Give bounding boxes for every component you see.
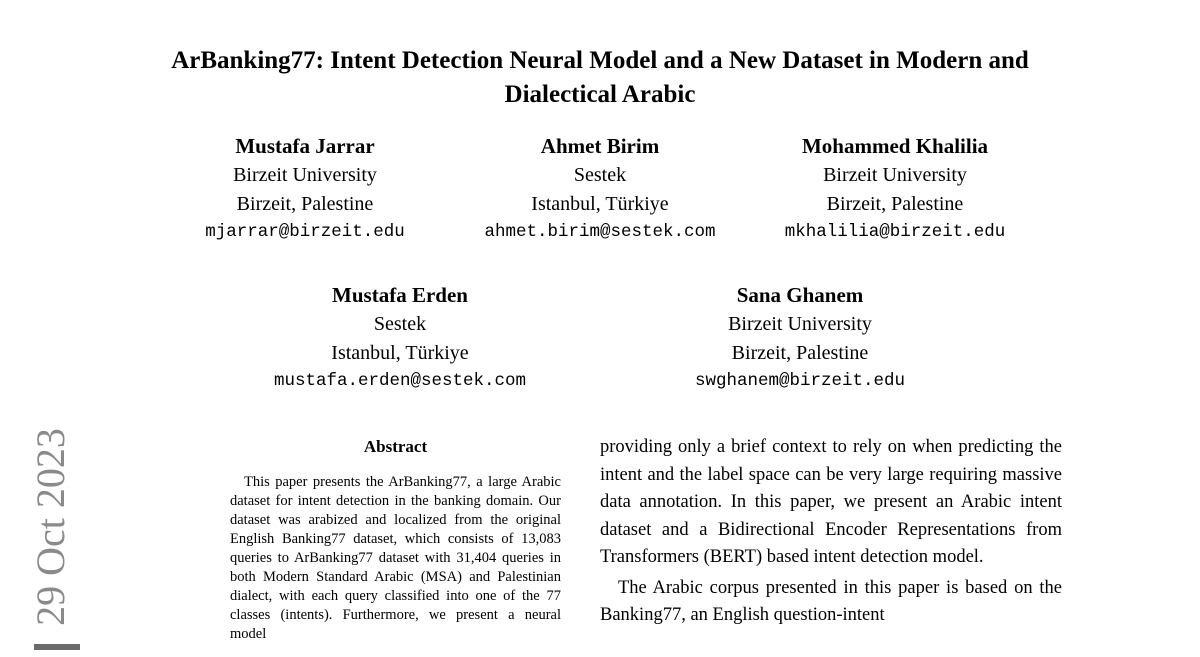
author-affiliation: Birzeit University (823, 164, 967, 186)
author-email: mkhalilia@birzeit.edu (784, 222, 1006, 242)
right-column (600, 434, 1062, 630)
arxiv-date-watermark: 29 Oct 2023 (28, 428, 73, 626)
abstract-text: This paper presents the ArBanking77, a large Arabic dataset for intent detection in the banking domain. Our dataset was arabized and localized from the original English Banking77 dataset, which consists of 13,083 queries to ArBanking77 dataset with 31,404 queries in both Modern Standard Arabic (MSA) and Palestinian dialect, with each query classified into one of the 77 classes (intents). Furthermore, we present a neural model (230, 474, 561, 642)
authors-row-1 (0, 132, 1200, 247)
author-location: Istanbul, Türkiye (331, 341, 469, 364)
author-name: Sana Ghanem (736, 283, 864, 307)
author-block-jarrar (158, 132, 453, 247)
left-column (230, 437, 561, 644)
author-block-ghanem (653, 281, 948, 396)
authors-row-2 (0, 281, 1200, 396)
author-name: Mustafa Erden (332, 283, 468, 307)
author-affiliation: Birzeit University (728, 313, 872, 335)
author-location: Istanbul, Türkiye (531, 192, 669, 215)
author-name: Ahmet Birim (540, 134, 660, 158)
author-block-khalilia (748, 132, 1043, 247)
author-name: Mohammed Khalilia (801, 134, 989, 158)
paper-title: ArBanking77: Intent Detection Neural Model and a New Dataset in Modern and Dialectical Arabic (171, 47, 1029, 108)
abstract-heading: Abstract (363, 437, 428, 456)
body-paragraph-2: The Arabic corpus presented in this paper is based on the Banking77, an English question-intent (600, 577, 1062, 625)
author-affiliation: Sestek (373, 313, 427, 335)
author-email: ahmet.birim@sestek.com (484, 222, 716, 242)
author-affiliation: Sestek (573, 164, 627, 186)
arxiv-watermark-clipped-glyph (34, 644, 80, 650)
paper-title-wrap (0, 44, 1200, 112)
author-affiliation: Birzeit University (233, 164, 377, 186)
author-email: mjarrar@birzeit.edu (205, 222, 405, 242)
author-location: Birzeit, Palestine (731, 341, 869, 364)
author-name: Mustafa Jarrar (235, 134, 375, 158)
author-email: mustafa.erden@sestek.com (273, 371, 527, 391)
author-block-erden (253, 281, 548, 396)
author-block-birim (453, 132, 748, 247)
author-location: Birzeit, Palestine (236, 192, 374, 215)
author-location: Birzeit, Palestine (826, 192, 964, 215)
author-email: swghanem@birzeit.edu (694, 371, 906, 391)
body-paragraph-1: providing only a brief context to rely on when predicting the intent and the label space can be very large requiring massive data annotation. In this paper, we present an Arabic intent dataset and a Bidirectional Encoder Representations from Transformers (BERT) based intent detection model. (600, 437, 1062, 567)
